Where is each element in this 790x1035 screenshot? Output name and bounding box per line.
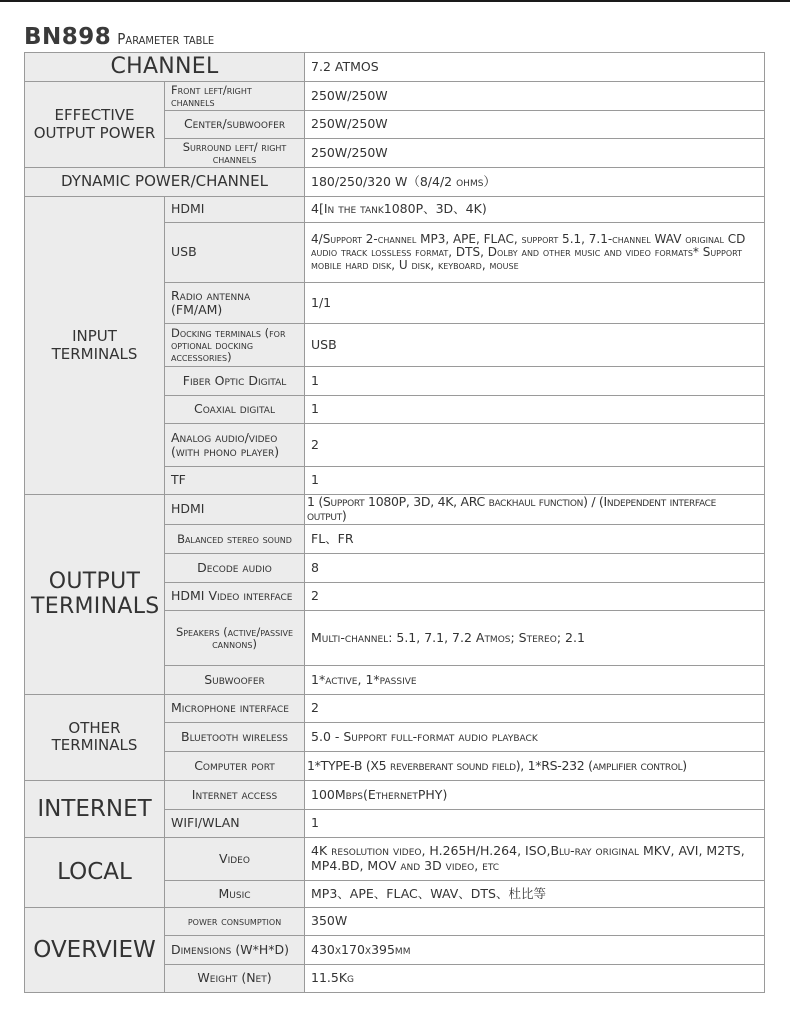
row-value: 250W/250W [305, 82, 765, 111]
row-value: 2 [305, 582, 765, 610]
row-label: Center/subwoofer [165, 111, 305, 139]
internet-label: INTERNET [25, 780, 165, 837]
local-label: LOCAL [25, 837, 165, 907]
row-label: Bluetooth wireless [165, 722, 305, 751]
row-value: 1 [305, 396, 765, 424]
channel-value: 7.2 ATMOS [305, 53, 765, 82]
row-value: 2 [305, 424, 765, 467]
output-power-label: EFFECTIVE OUTPUT POWER [25, 82, 165, 168]
row-value: 1 [305, 367, 765, 396]
row-label: Fiber Optic Digital [165, 367, 305, 396]
table-row [25, 197, 765, 223]
channel-label: CHANNEL [25, 53, 305, 82]
row-value: 1 [305, 467, 765, 495]
row-label: Microphone interface [165, 694, 305, 722]
row-value: 1 (Support 1080P, 3D, 4K, ARC backhaul function) / (Independent interface output) [305, 495, 765, 525]
row-label: power consumption [165, 907, 305, 935]
table-row [25, 907, 765, 935]
row-value: 11.5Kg [305, 964, 765, 992]
row-label: WIFI/WLAN [165, 809, 305, 837]
parameter-table [24, 52, 765, 993]
row-label: Video [165, 837, 305, 880]
row-value: 250W/250W [305, 139, 765, 168]
row-label: Music [165, 880, 305, 907]
row-label: Internet access [165, 780, 305, 809]
table-row [25, 53, 765, 82]
row-label: Surround left/ right channels [165, 139, 305, 168]
table-row [25, 837, 765, 880]
row-value: 1*active, 1*passive [305, 665, 765, 694]
row-value: 5.0 - Support full-format audio playback [305, 722, 765, 751]
row-label: Radio antenna (FM/AM) [165, 283, 305, 324]
row-value: 1 [305, 809, 765, 837]
table-row [25, 495, 765, 525]
row-label: Coaxial digital [165, 396, 305, 424]
row-value: FL、FR [305, 524, 765, 553]
dynamic-power-value: 180/250/320 W（8/4/2 ohms） [305, 168, 765, 197]
row-value: Multi-channel: 5.1, 7.1, 7.2 Atmos; Stereo; 2.1 [305, 610, 765, 665]
row-label: HDMI Video interface [165, 582, 305, 610]
table-row [25, 168, 765, 197]
row-value: 430x170x395mm [305, 935, 765, 964]
row-label: TF [165, 467, 305, 495]
row-label: Computer port [165, 751, 305, 780]
row-label: Speakers (active/passive cannons) [165, 610, 305, 665]
row-label: Docking terminals (for optional docking accessories) [165, 324, 305, 367]
row-value: 2 [305, 694, 765, 722]
row-label: Decode audio [165, 553, 305, 582]
top-rule [0, 0, 790, 2]
row-label: Analog audio/video (with phono player) [165, 424, 305, 467]
model-name: BN898 [24, 24, 112, 50]
row-value: 350W [305, 907, 765, 935]
row-value: USB [305, 324, 765, 367]
row-label: Balanced stereo sound [165, 524, 305, 553]
other-terminals-label: OTHER TERMINALS [25, 694, 165, 780]
output-terminals-label: OUTPUT TERMINALS [25, 495, 165, 695]
table-row [25, 694, 765, 722]
row-label: Dimensions (W*H*D) [165, 935, 305, 964]
table-row [25, 780, 765, 809]
row-label: Weight (Net) [165, 964, 305, 992]
row-value: 4[In the tank1080P、3D、4K) [305, 197, 765, 223]
row-value: 4K resolution video, H.265H/H.264, ISO,Blu-ray original MKV, AVI, M2TS, MP4.BD, MOV and 3D video, etc [305, 837, 765, 880]
row-value: 250W/250W [305, 111, 765, 139]
row-value: 4/Support 2-channel MP3, APE, FLAC, support 5.1, 7.1-channel WAV original CD audio track lossless format, DTS, Dolby and other music and video formats* Support mobile hard disk, U disk, keyboard, mouse [305, 223, 765, 283]
row-value: 100Mbps(EthernetPHY) [305, 780, 765, 809]
row-value: 8 [305, 553, 765, 582]
overview-label: OVERVIEW [25, 907, 165, 992]
row-label: HDMI [165, 495, 305, 525]
row-value: MP3、APE、FLAC、WAV、DTS、杜比等 [305, 880, 765, 907]
input-terminals-label: INPUT TERMINALS [25, 197, 165, 495]
row-label: USB [165, 223, 305, 283]
row-label: Subwoofer [165, 665, 305, 694]
page-title [24, 24, 214, 50]
table-row [25, 82, 765, 111]
row-value: 1/1 [305, 283, 765, 324]
row-label: Front left/right channels [165, 82, 305, 111]
row-value: 1*TYPE-B (X5 reverberant sound field), 1*RS-232 (amplifier control) [305, 751, 765, 780]
dynamic-power-label: DYNAMIC POWER/CHANNEL [25, 168, 305, 197]
row-label: HDMI [165, 197, 305, 223]
table-subtitle: Parameter table [117, 30, 215, 48]
